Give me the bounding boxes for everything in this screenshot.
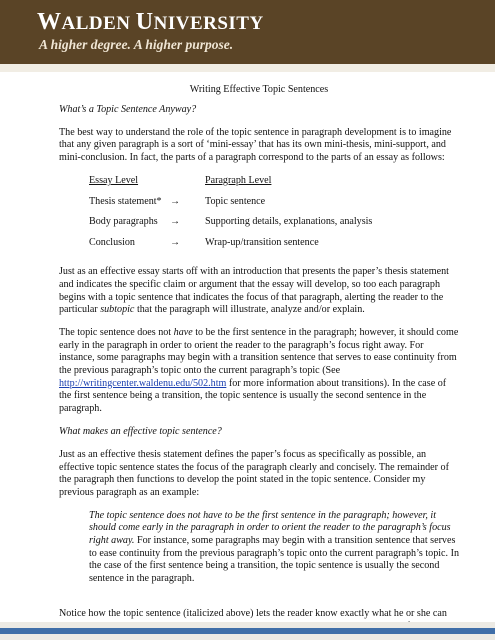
header-separator [0,64,495,72]
topic-sentence-example: The topic sentence does not have to be the first sentence in the paragraph; however, it should come early in the paragraph in order to orient the reader to the paragraph’s focus right away. [89,509,451,547]
paragraph-cell: Topic sentence [205,195,266,207]
logo-letter: W [37,9,62,35]
text-run: For instance, some paragraphs may begin with a transition sentence that serves to ease continuity from the previous paragraph’s topic onto the current paragraph’s topic. In the case of the first sentence being a transition, the topic sentence is usually the second sentence in the paragraph. [89,535,459,584]
example-quote [89,510,459,586]
paragraph-cell: Supporting details, explanations, analysis [205,216,373,228]
text-run: for more information about transitions). In the case of the first sentence being a transition, the topic sentence is usually the second sentence in the paragraph. [59,377,447,414]
text-run: Just as an effective essay starts off with an introduction that presents the paper’s thesis statement and indicates the specific claim or argument that the essay will develop, so too each paragraph begins with a topic sentence that indicates the focus of that paragraph, alerting the reader to the particular [59,266,449,316]
paragraph: Just as an effective thesis statement defines the paper’s focus as specifically as possible, an effective topic sentence states the focus of the paragraph clearly and concisely. The remainder of the paragraph then functions to develop the point stated in the topic sentence. Consider my previous paragraph as an example: [59,448,449,498]
text-run: The topic sentence does not [59,327,174,339]
paragraph [59,327,459,415]
arrow-right-icon: → [170,195,181,207]
tagline: A higher degree. A higher purpose. [39,37,234,52]
paragraph: Notice how the topic sentence (italicized above) lets the reader know exactly what he or she can [59,608,447,620]
table-row [89,237,425,258]
emphasis-text: have [173,327,193,339]
writing-center-link[interactable]: http://writingcenter.waldenu.edu/502.htm [59,377,227,389]
text-run: to be the first sentence in the paragraph; however, it should come early in the paragraph in order to orient the reader to the paragraph’s focus right away. For instance, some paragraphs may begin with a transition sentence that serves to ease continuity from the previous paragraph’s topic onto the current paragraph’s topic (See [59,327,459,376]
table-header-row [89,175,425,196]
logo-word: NIVERSITY [153,13,264,34]
paragraph: The best way to understand the role of the topic sentence in paragraph development is to imagine that any given paragraph is a sort of ‘mini-essay’ that has its own mini-thesis, mini-support, and mini-conclusion. In fact, the parts of a paragraph correspond to the parts of an essay as follows: [59,126,452,163]
arrow-right-icon: → [170,216,181,228]
paragraph-cell: Wrap-up/transition sentence [205,236,319,248]
footer-accent-line [0,628,495,634]
header-banner [0,0,495,64]
logo-letter: U [135,9,154,35]
document-title: Writing Effective Topic Sentences [189,84,329,95]
essay-cell: Body paragraphs [89,216,158,228]
section-heading: What’s a Topic Sentence Anyway? [59,103,197,115]
document-body [59,84,459,644]
emphasis-text: subtopic [100,304,135,316]
paragraph [59,266,459,316]
arrow-right-icon: → [170,236,181,248]
table-row [89,216,425,237]
spacer-cell [170,175,205,196]
column-header: Essay Level [89,174,139,186]
section-heading: What makes an effective topic sentence? [59,425,222,437]
essay-cell: Conclusion [89,236,135,248]
essay-cell: Thesis statement* [89,195,162,207]
university-logo [37,9,264,36]
text-run: that the paragraph will illustrate, analyze and/or explain. [134,304,365,316]
levels-table [89,175,425,257]
column-header: Paragraph Level [205,174,272,186]
logo-word: ALDEN [61,13,136,34]
table-row [89,196,425,217]
